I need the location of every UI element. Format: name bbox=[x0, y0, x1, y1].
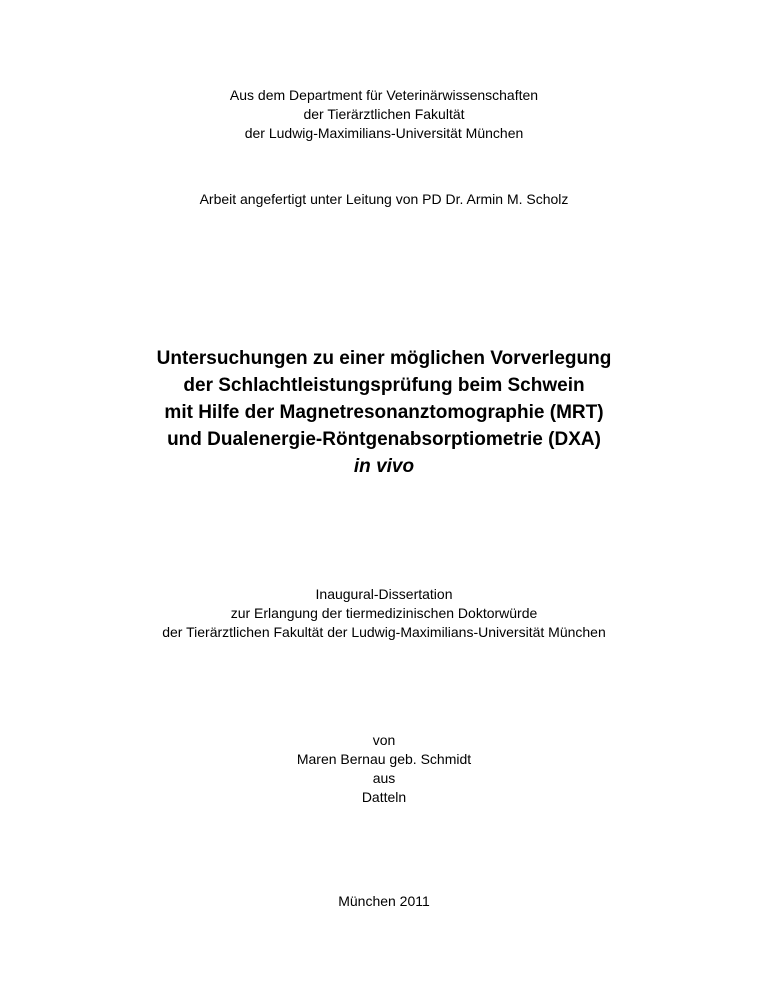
author-origin: Datteln bbox=[361, 789, 407, 805]
supervisor-line: Arbeit angefertigt unter Leitung von PD Dr. Armin M. Scholz bbox=[199, 191, 569, 207]
title-line-3: mit Hilfe der Magnetresonanztomographie (MRT) bbox=[164, 402, 604, 423]
supervision-note bbox=[0, 190, 768, 209]
author-von: von bbox=[372, 732, 396, 748]
title-line-1: Untersuchungen zu einer möglichen Vorverlegung bbox=[156, 348, 612, 369]
institution-faculty: der Tierärztlichen Fakultät bbox=[303, 106, 465, 122]
dissertation-statement bbox=[0, 585, 768, 642]
author-block bbox=[0, 731, 768, 807]
dissertation-faculty: der Tierärztlichen Fakultät der Ludwig-Maximilians-Universität München bbox=[162, 624, 606, 640]
dissertation-purpose: zur Erlangung der tiermedizinischen Doktorwürde bbox=[230, 605, 538, 621]
place-year-text: München 2011 bbox=[338, 893, 430, 909]
author-name: Maren Bernau geb. Schmidt bbox=[296, 751, 472, 767]
institution-university: der Ludwig-Maximilians-Universität München bbox=[244, 125, 524, 141]
title-line-2: der Schlachtleistungsprüfung beim Schwein bbox=[183, 375, 585, 396]
title-line-4: und Dualenergie-Röntgenabsorptiometrie (DXA) bbox=[167, 429, 601, 450]
institution-department: Aus dem Department für Veterinärwissenschaften bbox=[229, 87, 539, 103]
thesis-title bbox=[0, 345, 768, 480]
place-year bbox=[0, 892, 768, 911]
institution-header bbox=[0, 86, 768, 143]
title-line-5: in vivo bbox=[353, 456, 415, 477]
author-aus: aus bbox=[372, 770, 396, 786]
dissertation-type: Inaugural-Dissertation bbox=[315, 586, 453, 602]
